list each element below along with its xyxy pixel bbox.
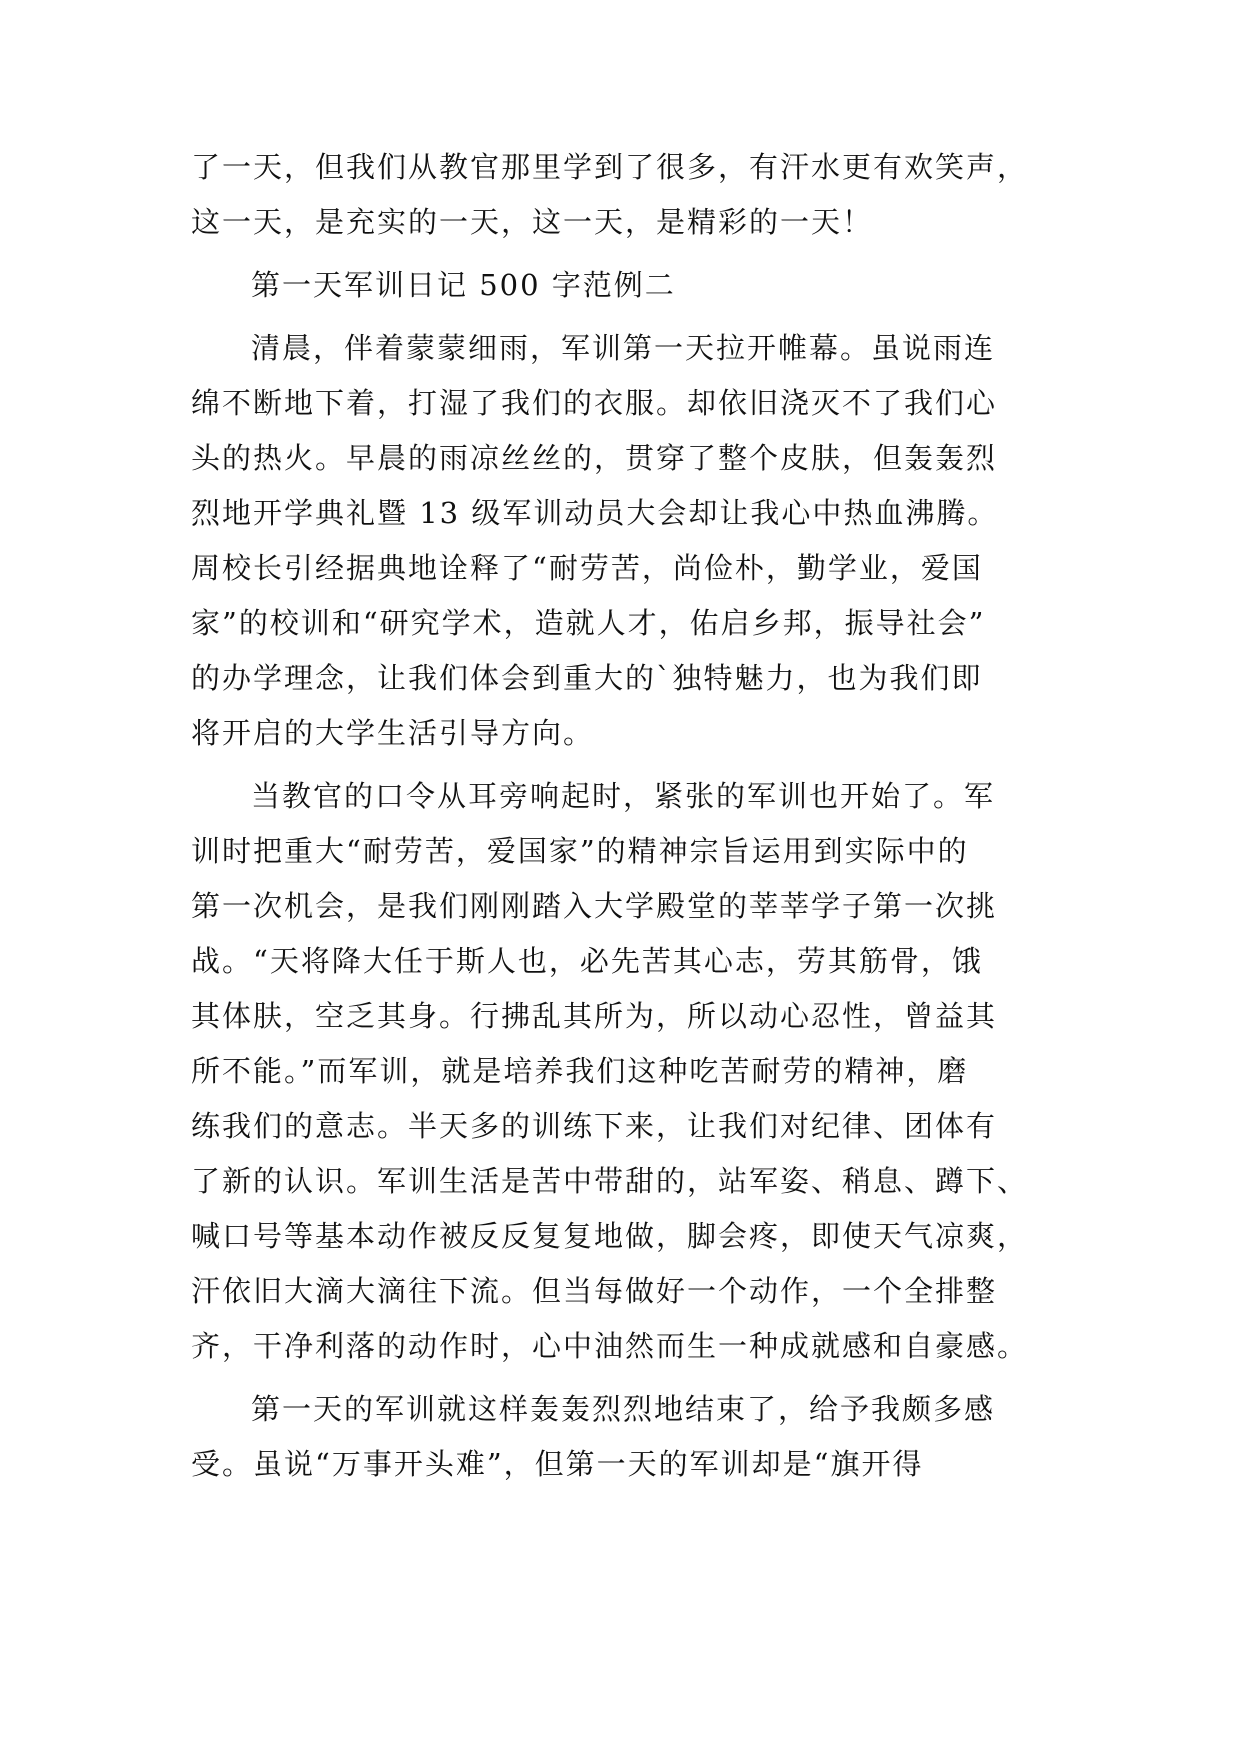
text-line: 其体肤，空乏其身。行拂乱其所为，所以动心忍性，曾益其	[191, 999, 998, 1033]
document-body	[191, 140, 1051, 1492]
text-line: 当教官的口令从耳旁响起时，紧张的军训也开始了。军	[251, 779, 996, 813]
text-line: 训时把重大“耐劳苦，爱国家”的精神宗旨运用到实际中的	[191, 834, 969, 868]
text-line: 受。虽说“万事开头难”，但第一天的军训却是“旗开得	[191, 1447, 924, 1481]
text-line: 练我们的意志。半天多的训练下来，让我们对纪律、团体有	[191, 1109, 998, 1143]
text-line: 的办学理念，让我们体会到重大的`独特魅力，也为我们即	[191, 661, 983, 695]
text-line: 烈地开学典礼暨 13 级军训动员大会却让我心中热血沸腾。	[191, 496, 999, 530]
paragraph	[191, 769, 1051, 1374]
text-line: 汗依旧大滴大滴往下流。但当每做好一个动作，一个全排整	[191, 1274, 998, 1308]
text-line: 将开启的大学生活引导方向。	[191, 716, 595, 750]
text-line: 绵不断地下着，打湿了我们的衣服。却依旧浇灭不了我们心	[191, 386, 998, 420]
text-line: 周校长引经据典地诠释了“耐劳苦，尚俭朴，勤学业，爱国	[191, 551, 983, 585]
text-line: 喊口号等基本动作被反反复复地做，脚会疼，即使天气凉爽，	[191, 1219, 1029, 1253]
text-line: 清晨，伴着蒙蒙细雨，军训第一天拉开帷幕。虽说雨连	[251, 331, 996, 365]
paragraph	[191, 321, 1051, 761]
paragraph	[191, 140, 1051, 250]
text-line: 第一天的军训就这样轰轰烈烈地结束了，给予我颇多感	[251, 1392, 996, 1426]
text-line: 头的热火。早晨的雨凉丝丝的，贯穿了整个皮肤，但轰轰烈	[191, 441, 998, 475]
text-line: 了一天，但我们从教官那里学到了很多，有汗水更有欢笑声，	[191, 150, 1029, 184]
text-line: 所不能。”而军训，就是培养我们这种吃苦耐劳的精神，磨	[191, 1054, 969, 1088]
text-line: 这一天，是充实的一天，这一天，是精彩的一天！	[191, 205, 874, 239]
text-line: 战。“天将降大任于斯人也，必先苦其心志，劳其筋骨，饿	[191, 944, 983, 978]
text-line: 齐，干净利落的动作时，心中油然而生一种成就感和自豪感。	[191, 1329, 1029, 1363]
text-line: 家”的校训和“研究学术，造就人才，佑启乡邦，振导社会”	[191, 606, 986, 640]
heading-text: 第一天军训日记 500 字范例二	[251, 268, 676, 302]
paragraph	[191, 1382, 1051, 1492]
section-heading	[191, 258, 1051, 313]
text-line: 了新的认识。军训生活是苦中带甜的，站军姿、稍息、蹲下、	[191, 1164, 1029, 1198]
text-line: 第一次机会，是我们刚刚踏入大学殿堂的莘莘学子第一次挑	[191, 889, 998, 923]
